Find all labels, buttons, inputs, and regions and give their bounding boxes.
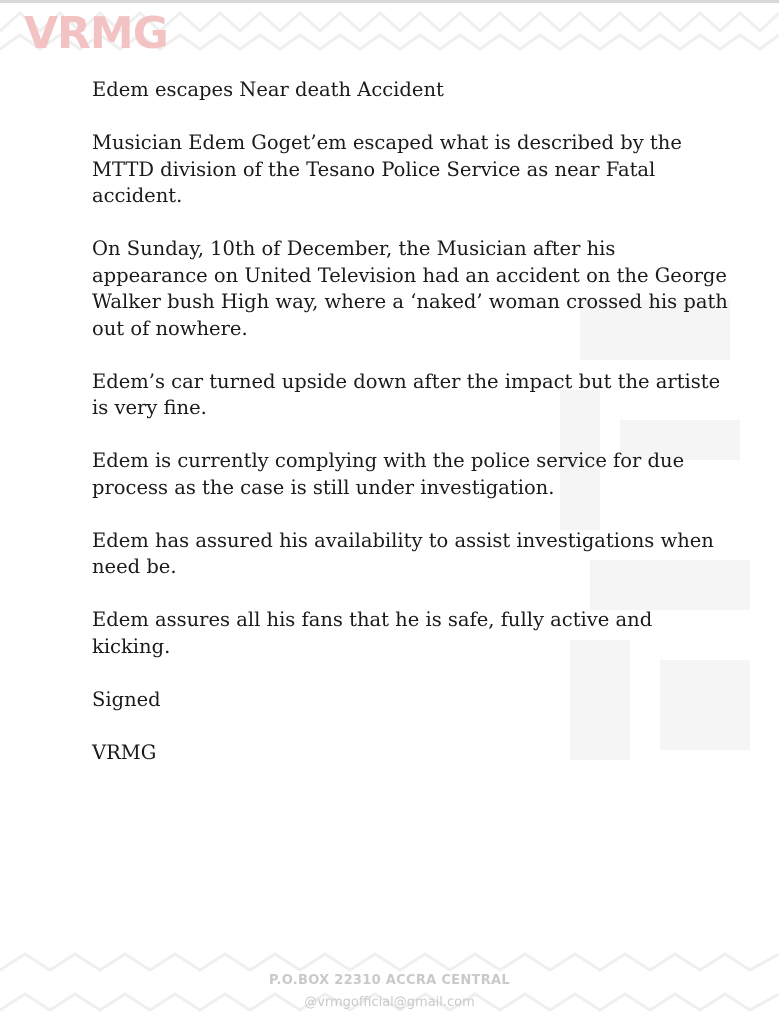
paragraph-1: Musician Edem Goget’em escaped what is described by the MTTD division of the Tesano Police Service as near Fatal accident. [92, 131, 682, 207]
signoff: Signed [92, 687, 161, 711]
paragraph-5: Edem has assured his availability to assist investigations when need be. [92, 528, 714, 578]
vrmg-logo: VRMG [24, 8, 168, 59]
footer-address: P.O.BOX 22310 ACCRA CENTRAL [269, 973, 510, 988]
letterhead-footer [0, 970, 779, 1014]
letter-body [92, 77, 732, 793]
paragraph-4: Edem is currently complying with the police service for due process as the case is still under investigation. [92, 449, 685, 499]
footer-email: @vrmgofficial@gmail.com [304, 995, 475, 1010]
paragraph-6: Edem assures all his fans that he is safe, fully active and kicking. [92, 608, 653, 658]
headline: Edem escapes Near death Accident [92, 78, 444, 101]
paragraph-3: Edem’s car turned upside down after the impact but the artiste is very fine. [92, 369, 721, 419]
signatory: VRMG [92, 740, 157, 764]
paragraph-2: On Sunday, 10th of December, the Musician after his appearance on United Television had an accident on the George Walker bush High way, where a ‘naked’ woman crossed his path out of nowhere. [92, 237, 728, 340]
